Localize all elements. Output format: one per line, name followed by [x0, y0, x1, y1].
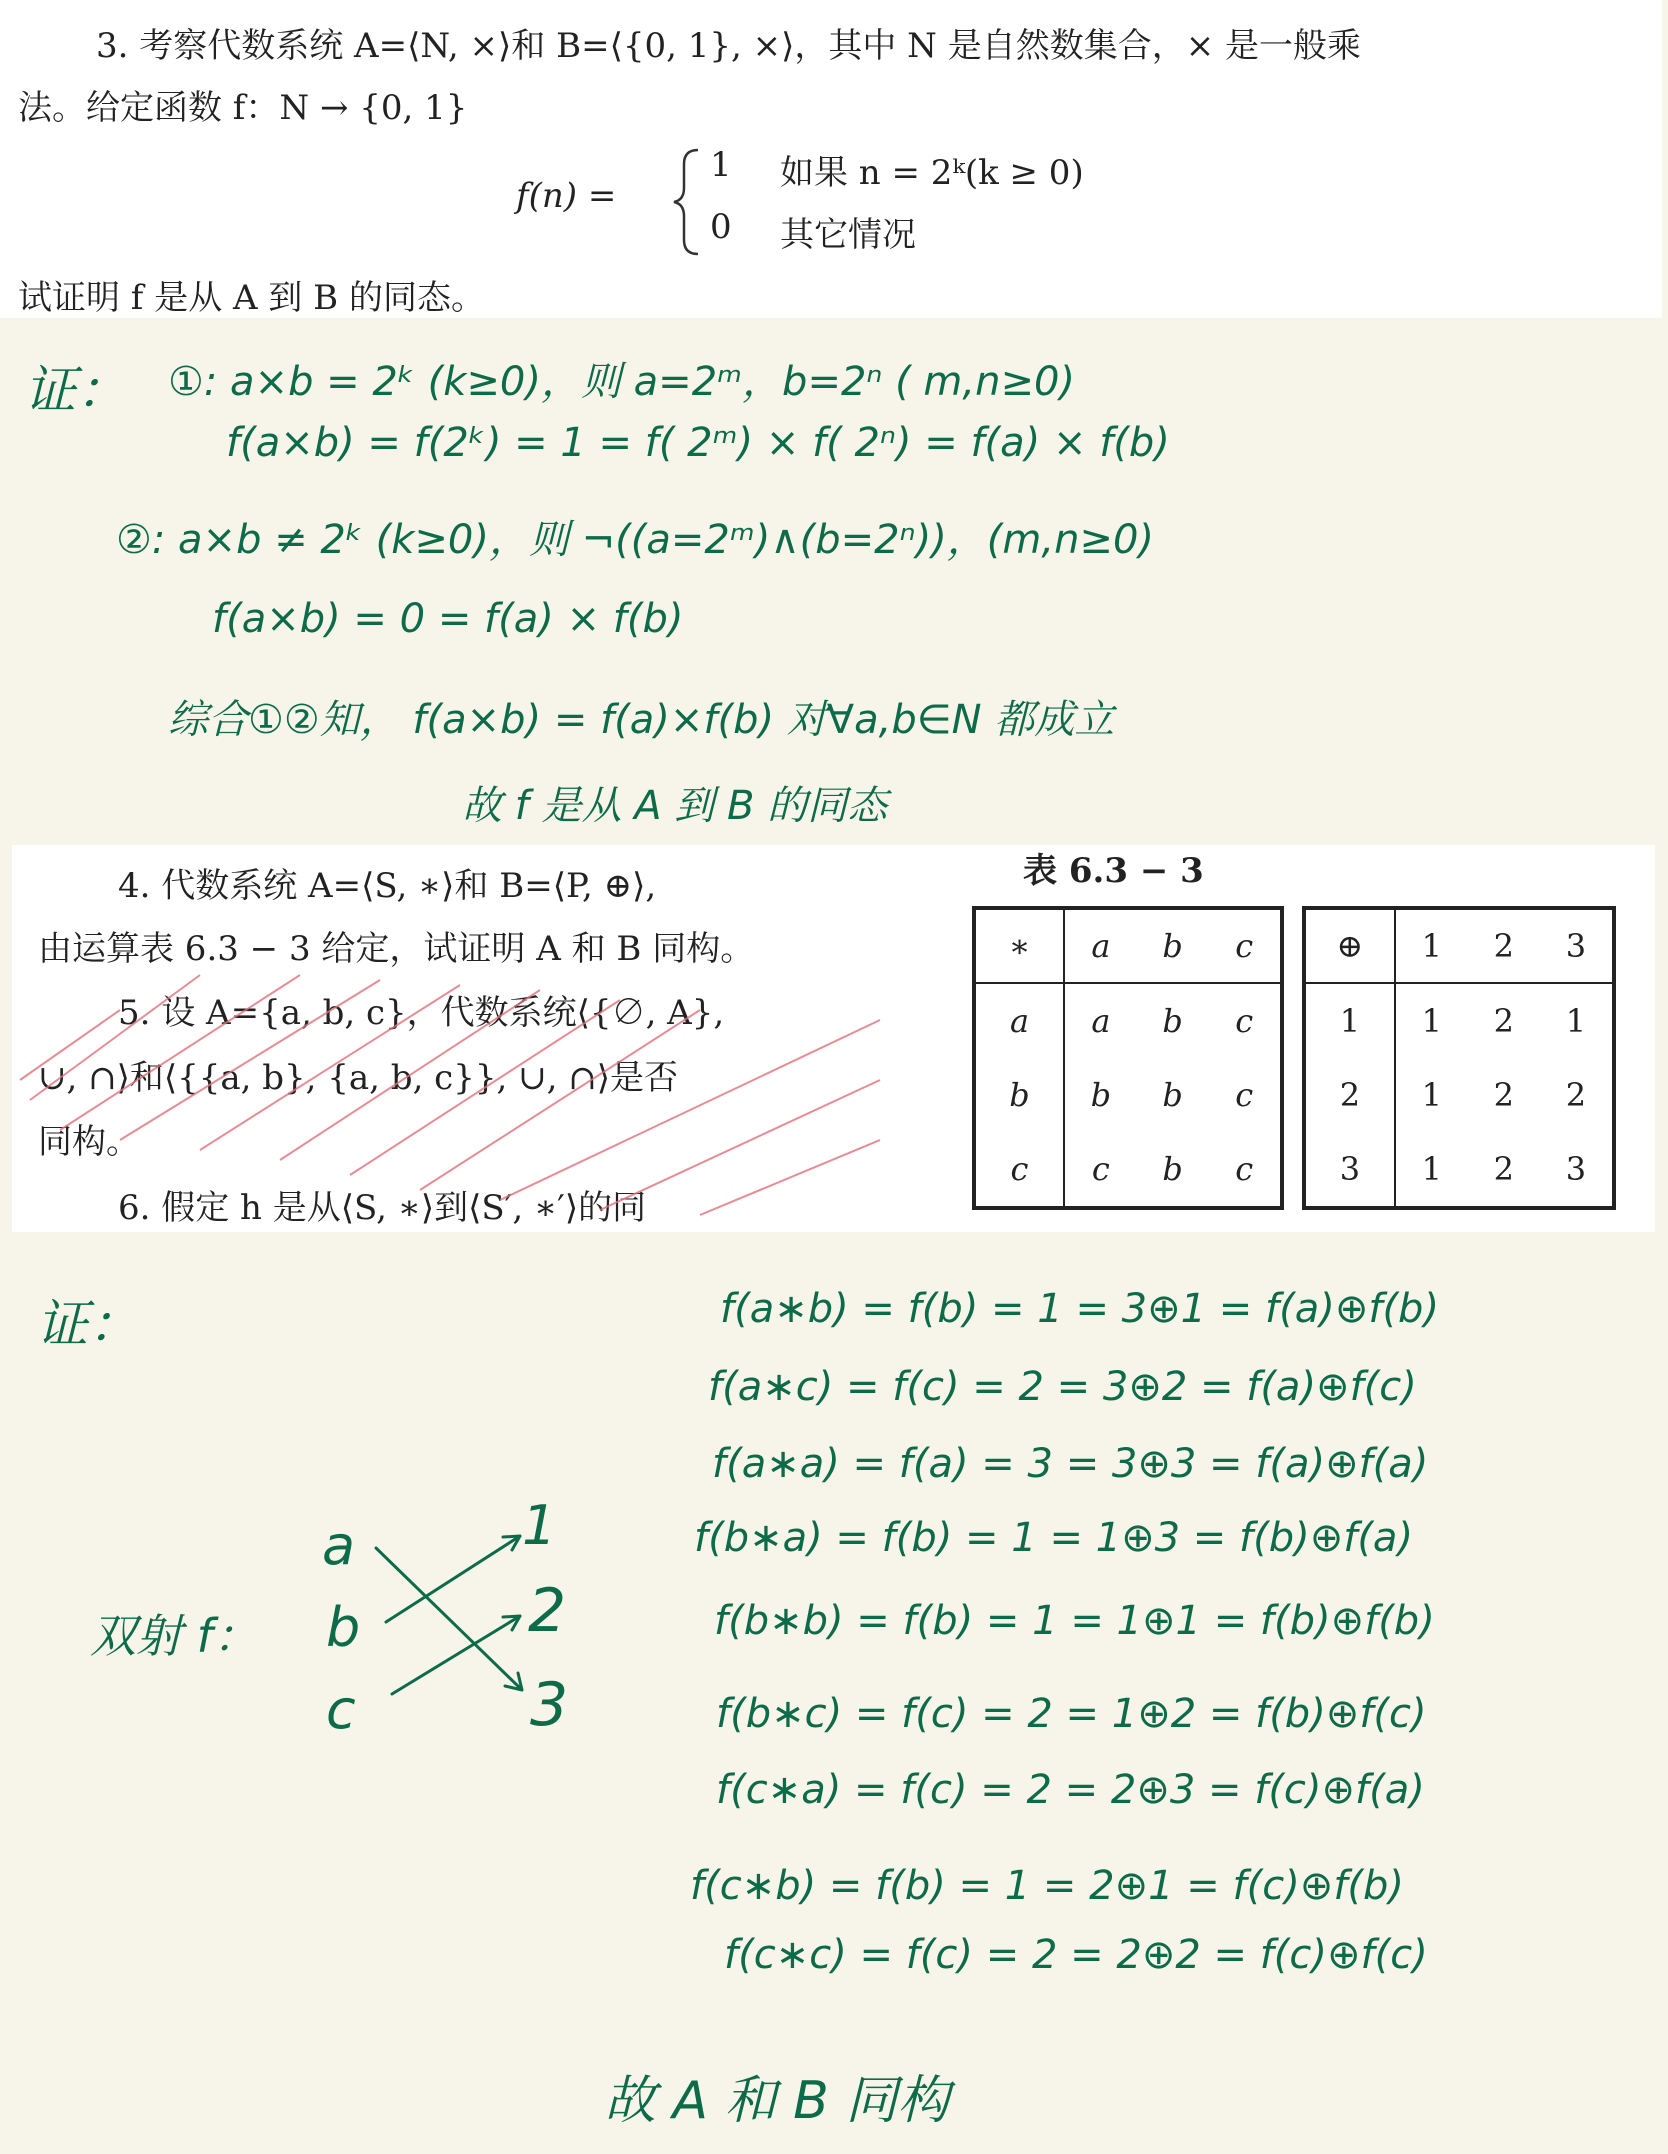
table-cell: a — [1064, 908, 1137, 983]
case-2-condition: 其它情况 — [780, 215, 916, 255]
star-operation-table — [972, 906, 1284, 1210]
equation: f(c∗c) = f(c) = 2 = 2⊕2 = f(c)⊕f(c) — [724, 1932, 1428, 1978]
codomain-3: 3 — [530, 1670, 569, 1740]
proof-label: 证： — [36, 1295, 141, 1355]
table-cell: b — [1162, 1076, 1183, 1114]
table-cell: 2 — [1468, 908, 1540, 983]
equation: f(c∗a) = f(c) = 2 = 2⊕3 = f(c)⊕f(a) — [716, 1767, 1425, 1813]
codomain-1: 1 — [522, 1494, 557, 1557]
problem-line: 5. 设 A={a, b, c}，代数系统⟨{∅, A}, — [118, 993, 725, 1033]
table-row — [974, 1058, 1282, 1132]
proof-line: ①: a×b = 2ᵏ (k≥0)，则 a=2ᵐ，b=2ⁿ ( m,n≥0) — [168, 359, 1076, 405]
bijection-label: 双射 f： — [90, 1609, 259, 1663]
table-row — [974, 983, 1282, 1058]
table-cell: a — [974, 983, 1064, 1058]
problem-3-line-1: 3. 考察代数系统 A=⟨N, ×⟩和 B=⟨{0, 1}, ×⟩，其中 N 是自然数集合，× 是一般乘 — [96, 26, 1362, 66]
conclusion: 故 A 和 B 同构 — [604, 2071, 950, 2131]
case-1-condition: 如果 n = 2ᵏ(k ≥ 0) — [780, 153, 1084, 193]
table-cell: b — [974, 1058, 1064, 1132]
table-cell: 2 — [1565, 1076, 1587, 1114]
table-cell: 1 — [1421, 1150, 1442, 1188]
table-cell: c — [1208, 908, 1282, 983]
table-cell: b — [1162, 1150, 1183, 1188]
proof-line: ②: a×b ≠ 2ᵏ (k≥0)，则 ¬((a=2ᵐ)∧(b=2ⁿ))，(m,n≥0) — [116, 517, 1155, 563]
table-cell: a — [1091, 1002, 1111, 1040]
table-row — [1304, 983, 1614, 1058]
case-1-value: 1 — [710, 145, 732, 185]
table-row — [1304, 1132, 1614, 1208]
table-cell: 2 — [1493, 1002, 1515, 1040]
equation: f(c∗b) = f(b) = 1 = 2⊕1 = f(c)⊕f(b) — [690, 1863, 1405, 1909]
equation: f(b∗b) = f(b) = 1 = 1⊕1 = f(b)⊕f(b) — [714, 1598, 1435, 1644]
table-cell: c — [974, 1132, 1064, 1208]
arrow-b-to-1 — [386, 1536, 520, 1622]
table-cell: 2 — [1493, 1076, 1515, 1114]
problem-line: 同构。 — [38, 1122, 140, 1162]
equation: f(b∗c) = f(c) = 2 = 1⊕2 = f(b)⊕f(c) — [716, 1691, 1427, 1737]
table-title: 表 6.3 − 3 — [1023, 851, 1204, 891]
table-cell: b — [1090, 1076, 1112, 1114]
domain-b: b — [326, 1596, 361, 1659]
table-cell: c — [1091, 1150, 1110, 1188]
problem-line: 6. 假定 h 是从⟨S, ∗⟩到⟨S′, ∗′⟩的同 — [118, 1188, 647, 1228]
proof-line: 综合①②知， f(a×b) = f(a)×f(b) 对∀a,b∈N 都成立 — [168, 697, 1115, 743]
problem-line: 4. 代数系统 A=⟨S, ∗⟩和 B=⟨P, ⊕⟩, — [118, 866, 657, 906]
problem-3-line-3: 试证明 f 是从 A 到 B 的同态。 — [18, 278, 485, 318]
table-cell: c — [1235, 1076, 1254, 1114]
table-cell: 1 — [1421, 1002, 1442, 1040]
table-row — [974, 1132, 1282, 1208]
equation: f(a∗c) = f(c) = 2 = 3⊕2 = f(a)⊕f(c) — [708, 1364, 1417, 1410]
table-row — [1304, 1058, 1614, 1132]
table-cell: ⊕ — [1304, 908, 1395, 983]
table-cell: 3 — [1540, 908, 1614, 983]
arrow-c-to-2 — [392, 1616, 520, 1694]
oplus-operation-table — [1302, 906, 1616, 1210]
table-cell: 2 — [1304, 1058, 1395, 1132]
proof-line: f(a×b) = f(2ᵏ) = 1 = f( 2ᵐ) × f( 2ⁿ) = f(a) × f(b) — [226, 420, 1170, 466]
equation: f(b∗a) = f(b) = 1 = 1⊕3 = f(b)⊕f(a) — [694, 1515, 1414, 1561]
equation: f(a∗a) = f(a) = 3 = 3⊕3 = f(a)⊕f(a) — [712, 1441, 1429, 1487]
equation: f(a∗b) = f(b) = 1 = 3⊕1 = f(a)⊕f(b) — [720, 1286, 1440, 1332]
domain-c: c — [326, 1678, 356, 1741]
domain-a: a — [322, 1514, 356, 1577]
table-cell: c — [1235, 1002, 1254, 1040]
arrow-a-to-3 — [376, 1548, 522, 1690]
table-cell: c — [1235, 1150, 1254, 1188]
table-cell: 3 — [1565, 1150, 1587, 1188]
table-cell: 1 — [1421, 1076, 1442, 1114]
proof-label: 证： — [24, 361, 129, 421]
table-cell: b — [1162, 1002, 1183, 1040]
proof-line: f(a×b) = 0 = f(a) × f(b) — [212, 596, 684, 642]
function-lhs: f(n) = — [516, 176, 617, 216]
table-cell: 1 — [1304, 983, 1395, 1058]
problem-line: ∪, ∩⟩和⟨{{a, b}, {a, b, c}}, ∪, ∩⟩是否 — [38, 1058, 678, 1098]
table-cell: ∗ — [974, 908, 1064, 983]
problem-3-line-2: 法。给定函数 f：N → {0, 1} — [18, 88, 468, 128]
table-cell: 1 — [1565, 1002, 1587, 1040]
table-cell: b — [1137, 908, 1209, 983]
case-2-value: 0 — [710, 207, 732, 247]
table-cell: 3 — [1304, 1132, 1395, 1208]
problem-line: 由运算表 6.3 − 3 给定，试证明 A 和 B 同构。 — [38, 929, 755, 969]
table-cell: 1 — [1395, 908, 1468, 983]
proof-conclusion: 故 f 是从 A 到 B 的同态 — [462, 783, 888, 829]
table-cell: 2 — [1493, 1150, 1515, 1188]
codomain-2: 2 — [528, 1576, 567, 1646]
